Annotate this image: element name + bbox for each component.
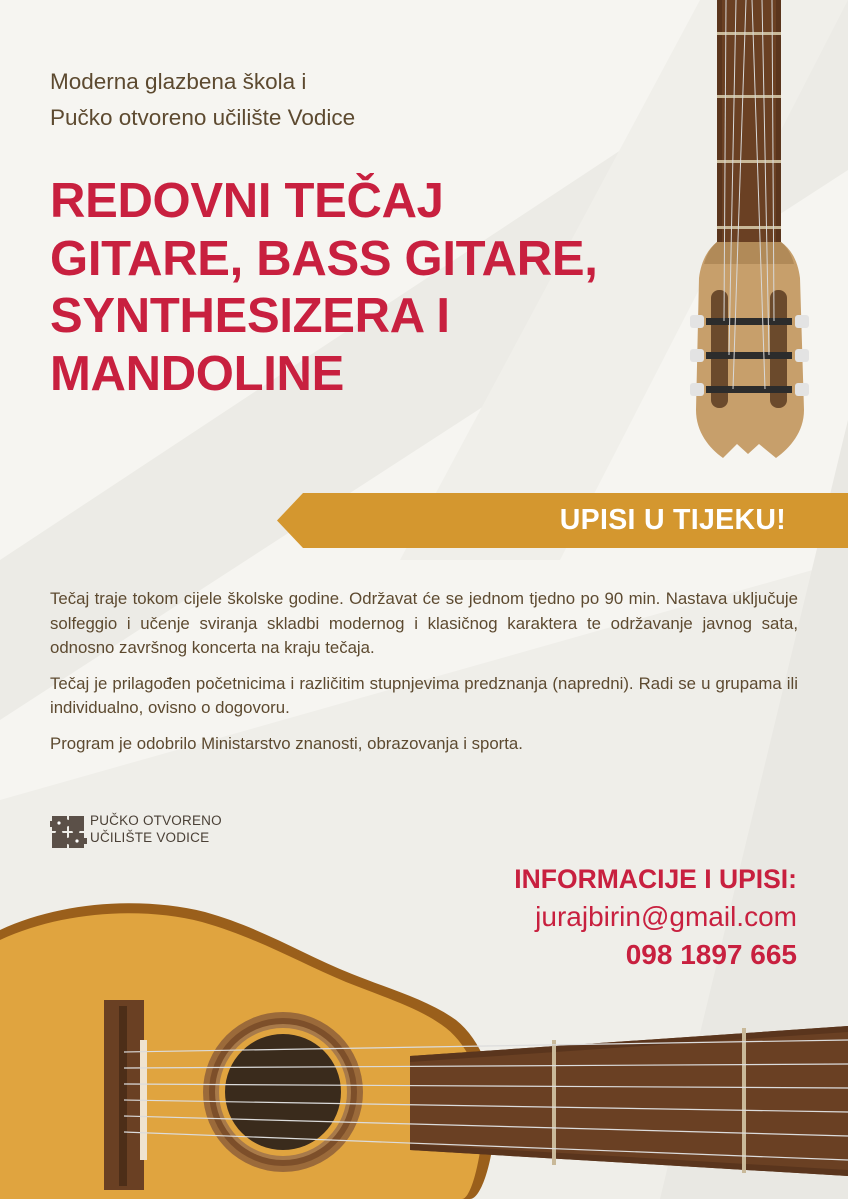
institution-line-2: Pučko otvoreno učilište Vodice xyxy=(50,105,356,130)
contact-info xyxy=(514,860,797,974)
pou-vodice-logo xyxy=(50,810,250,852)
contact-phone[interactable]: 098 1897 665 xyxy=(625,939,797,970)
description-paragraph-3: Program je odobrilo Ministarstvo znanosti, obrazovanja i sporta. xyxy=(50,733,523,753)
contact-title: INFORMACIJE I UPISI: xyxy=(514,864,797,894)
guitar-neck xyxy=(717,0,781,250)
enrollment-banner-label: UPISI U TIJEKU! xyxy=(559,504,786,536)
headline-line-4: MANDOLINE xyxy=(50,346,345,401)
headline-line-2: GITARE, BASS GITARE, xyxy=(50,231,598,286)
logo-line-1: PUČKO OTVORENO xyxy=(90,813,222,828)
course-description xyxy=(50,587,798,767)
contact-email[interactable]: jurajbirin@gmail.com xyxy=(535,901,797,932)
logo-wordmark xyxy=(90,813,222,846)
logo-line-2: UČILIŠTE VODICE xyxy=(90,829,210,845)
puzzle-logo-icon xyxy=(50,810,88,852)
headline-line-1: REDOVNI TEČAJ xyxy=(50,174,444,228)
description-paragraph-1: Tečaj traje tokom cijele školske godine. Održavat će se jednom tjedno po 90 min. Nastava uključuje solfeggio i učenje sviranja skladbi modernog i klasičnog karaktera te održavanje javnog sata, odnosno završnog koncerta na kraju tečaja. xyxy=(50,589,798,657)
headline-line-3: SYNTHESIZERA I xyxy=(50,289,450,343)
enrollment-banner xyxy=(277,493,848,548)
institution-line-1: Moderna glazbena škola i xyxy=(50,69,307,94)
description-paragraph-2: Tečaj je prilagođen početnicima i različitim stupnjevima predznanja (napredni). Radi se u grupama ili individualno, ovisno o dogovoru. xyxy=(50,673,798,717)
course-headline xyxy=(50,173,598,403)
institution-name xyxy=(50,64,355,136)
